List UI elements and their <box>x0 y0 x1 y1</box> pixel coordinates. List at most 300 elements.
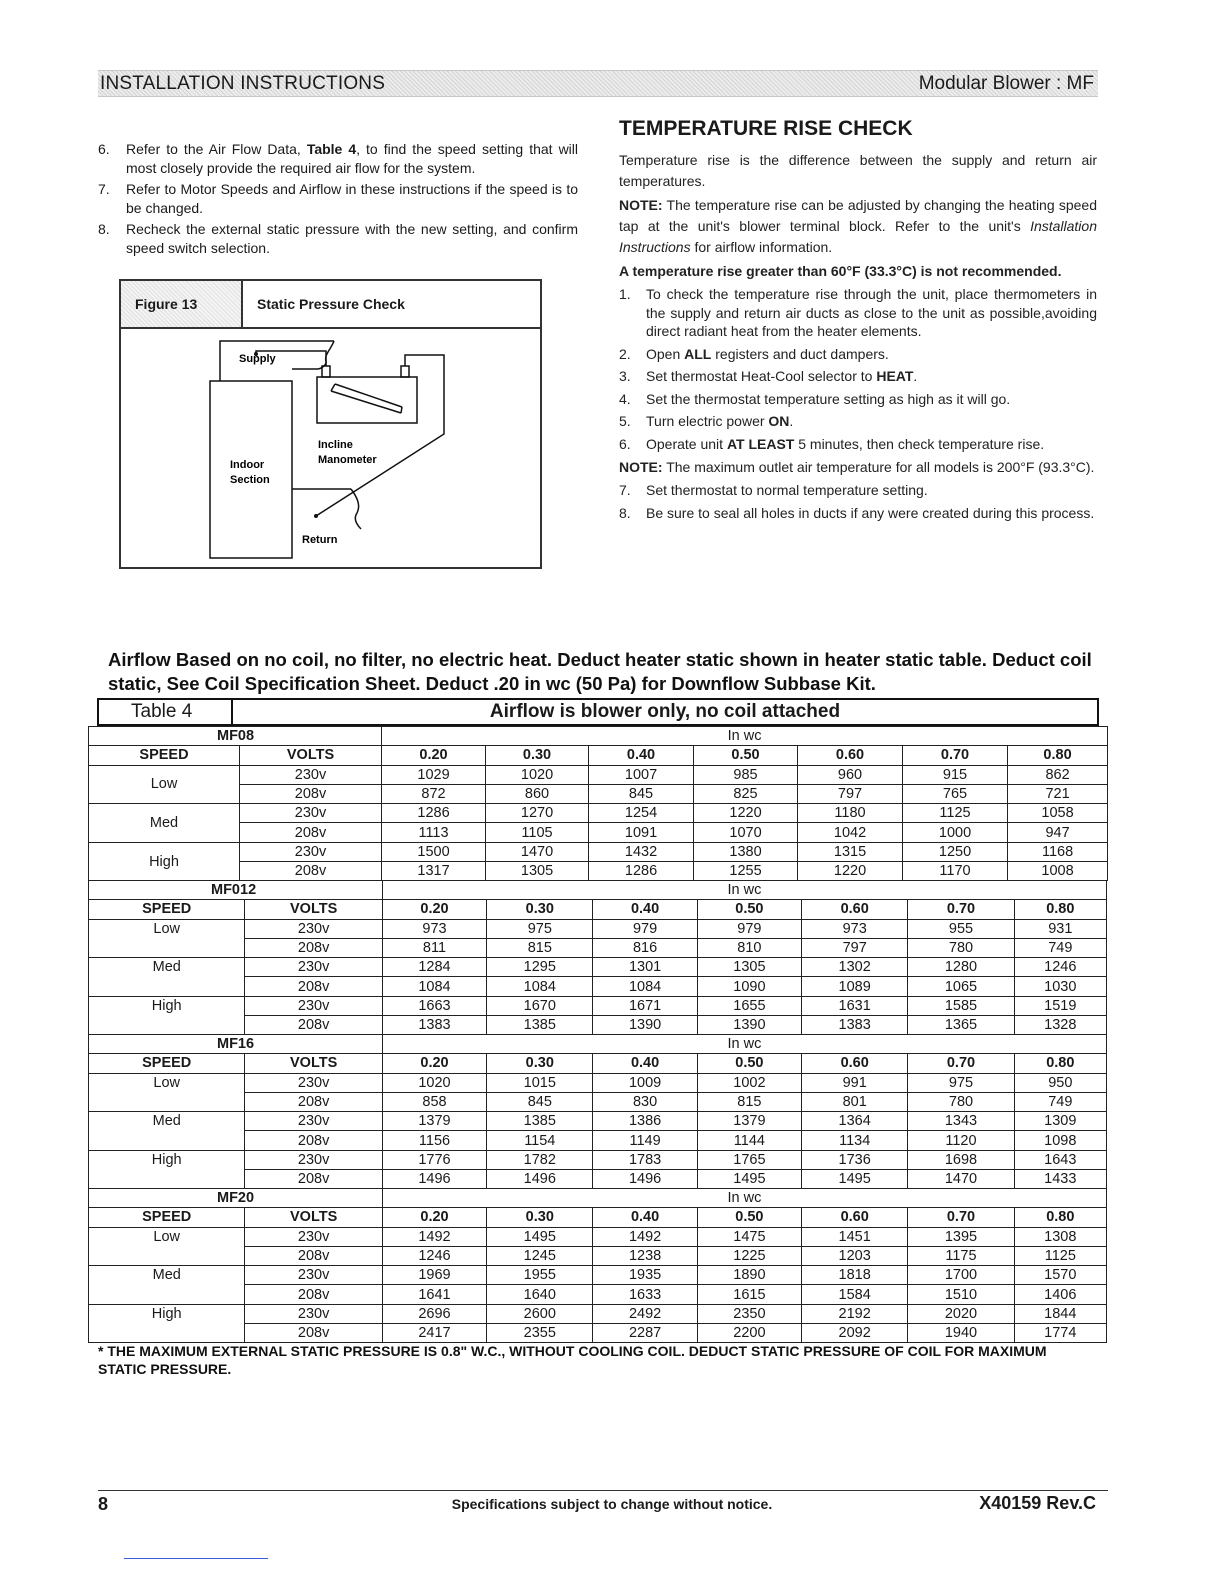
inwc-cell: In wc <box>382 881 1106 900</box>
airflow-value-cell: 860 <box>486 784 589 803</box>
table-row <box>89 842 1108 861</box>
airflow-value-cell: 2492 <box>593 1304 697 1323</box>
note-max-temp: NOTE: The maximum outlet air temperature for all models is 200°F (93.3°C). <box>619 459 1095 475</box>
airflow-value-cell: 1940 <box>908 1324 1014 1343</box>
speed-cell: High <box>89 1150 245 1189</box>
indoor-label: Indoor <box>230 459 265 471</box>
airflow-value-cell: 1385 <box>487 1112 593 1131</box>
airflow-value-cell: 1492 <box>593 1227 697 1246</box>
airflow-value-cell: 1500 <box>382 842 486 861</box>
speed-cell: High <box>89 996 245 1035</box>
table-row <box>89 1227 1107 1246</box>
list-item: 1. To check the temperature rise through the unit, place thermometers in the supply and return air ducts as close to the unit as possible,avoiding direct radiant heat from the heater elements. <box>619 286 1097 339</box>
table-row <box>89 727 1108 746</box>
airflow-value-cell: 815 <box>697 1092 801 1111</box>
airflow-value-cell: 1007 <box>589 765 694 784</box>
airflow-value-cell: 1585 <box>908 996 1014 1015</box>
table-row <box>89 958 1107 977</box>
incline-label: Incline <box>318 439 353 451</box>
airflow-value-cell: 1154 <box>487 1131 593 1150</box>
airflow-value-cell: 955 <box>908 919 1014 938</box>
airflow-value-cell: 1364 <box>802 1112 908 1131</box>
pressure-header: 0.60 <box>802 1054 908 1073</box>
pressure-header: 0.70 <box>908 1208 1014 1227</box>
header-title: INSTALLATION INSTRUCTIONS <box>100 73 386 94</box>
airflow-value-cell: 2092 <box>802 1324 908 1343</box>
table-label: Table 4 <box>99 700 233 724</box>
airflow-value-cell: 1084 <box>382 977 486 996</box>
speed-cell: Med <box>89 804 240 843</box>
pressure-header: 0.60 <box>802 900 908 919</box>
airflow-value-cell: 1302 <box>802 958 908 977</box>
table-row <box>89 784 1108 803</box>
airflow-value-cell: 1084 <box>487 977 593 996</box>
table-header <box>97 698 1099 726</box>
airflow-value-cell: 1365 <box>908 1016 1014 1035</box>
airflow-value-cell: 2192 <box>802 1304 908 1323</box>
airflow-value-cell: 1246 <box>1014 958 1106 977</box>
airflow-value-cell: 1301 <box>593 958 697 977</box>
airflow-value-cell: 1496 <box>487 1170 593 1189</box>
table-header-row <box>89 1054 1107 1073</box>
volts-cell: 208v <box>240 784 382 803</box>
airflow-value-cell: 1818 <box>802 1266 908 1285</box>
airflow-value-cell: 1009 <box>593 1073 697 1092</box>
table-row <box>89 823 1108 842</box>
airflow-value-cell: 1255 <box>694 862 798 881</box>
list-item: 7. Refer to Motor Speeds and Airflow in these instructions if the speed is to be changed. <box>98 181 578 216</box>
airflow-value-cell: 1175 <box>908 1246 1014 1265</box>
list-item: 6. Refer to the Air Flow Data, Table 4, to find the speed setting that will most closely provide the required air flow for the system. <box>98 141 579 176</box>
pressure-header: 0.60 <box>798 746 903 765</box>
section-heading: TEMPERATURE RISE CHECK <box>619 117 913 140</box>
header-product: Modular Blower : MF <box>918 73 1094 94</box>
pressure-header: 0.70 <box>903 746 1008 765</box>
volts-cell: 230v <box>245 1227 382 1246</box>
airflow-value-cell: 915 <box>903 765 1008 784</box>
table-row <box>89 804 1108 823</box>
speed-cell: Low <box>89 1227 245 1266</box>
airflow-value-cell: 1245 <box>487 1246 593 1265</box>
pressure-header: 0.30 <box>486 746 589 765</box>
airflow-value-cell: 950 <box>1014 1073 1106 1092</box>
airflow-value-cell: 1955 <box>487 1266 593 1285</box>
figure-header <box>121 281 540 329</box>
airflow-value-cell: 872 <box>382 784 486 803</box>
steps-list <box>619 285 1097 453</box>
table-row <box>89 1073 1107 1092</box>
airflow-value-cell: 1386 <box>593 1112 697 1131</box>
pressure-header: 0.70 <box>908 1054 1014 1073</box>
airflow-value-cell: 1383 <box>382 1016 486 1035</box>
airflow-value-cell: 1156 <box>382 1131 486 1150</box>
speed-cell: Med <box>89 1112 245 1151</box>
model-name-cell: MF08 <box>89 727 382 746</box>
airflow-value-cell: 1395 <box>908 1227 1014 1246</box>
speed-cell: High <box>89 842 240 881</box>
airflow-value-cell: 979 <box>593 919 697 938</box>
list-item: 4. Set the thermostat temperature setting as high as it will go. <box>619 390 1011 407</box>
volts-cell: 208v <box>245 1285 382 1304</box>
inwc-cell: In wc <box>382 727 1108 746</box>
pressure-header: 0.80 <box>1014 900 1106 919</box>
airflow-value-cell: 1084 <box>593 977 697 996</box>
airflow-value-cell: 1495 <box>802 1170 908 1189</box>
page-number: 8 <box>98 1494 109 1514</box>
airflow-value-cell: 1774 <box>1014 1324 1106 1343</box>
volts-header: VOLTS <box>240 746 382 765</box>
return-label: Return <box>302 534 338 546</box>
figure-title: Static Pressure Check <box>257 296 405 312</box>
table-row <box>89 1035 1107 1054</box>
airflow-value-cell: 1144 <box>697 1131 801 1150</box>
warning-paragraph: A temperature rise greater than 60°F (33.3°C) is not recommended. <box>619 263 1062 279</box>
temperature-rise-section <box>619 116 1097 526</box>
airflow-value-cell: 1042 <box>798 823 903 842</box>
airflow-value-cell: 1286 <box>589 862 694 881</box>
airflow-value-cell: 810 <box>697 938 801 957</box>
volts-cell: 208v <box>245 1170 382 1189</box>
speed-cell: Low <box>89 765 240 804</box>
pressure-header: 0.40 <box>593 1054 697 1073</box>
table-row <box>89 1150 1107 1169</box>
volts-cell: 208v <box>245 1092 382 1111</box>
note-paragraph: NOTE: The temperature rise can be adjusted by changing the heating speed tap at the unit's blower terminal block. Refer to the unit's Installation Instructions for airflow information. <box>619 197 1097 255</box>
volts-cell: 208v <box>245 1246 382 1265</box>
airflow-value-cell: 1008 <box>1008 862 1108 881</box>
airflow-value-cell: 780 <box>908 938 1014 957</box>
airflow-value-cell: 1432 <box>589 842 694 861</box>
static-pressure-diagram <box>121 329 540 567</box>
airflow-value-cell: 1890 <box>697 1266 801 1285</box>
airflow-value-cell: 1783 <box>593 1150 697 1169</box>
steps-list-continued <box>619 481 1097 522</box>
airflow-value-cell: 2696 <box>382 1304 486 1323</box>
airflow-value-cell: 1496 <box>382 1170 486 1189</box>
airflow-value-cell: 1170 <box>903 862 1008 881</box>
airflow-value-cell: 1584 <box>802 1285 908 1304</box>
volts-cell: 208v <box>245 1016 382 1035</box>
airflow-value-cell: 1698 <box>908 1150 1014 1169</box>
volts-cell: 230v <box>245 1150 382 1169</box>
speed-header: SPEED <box>89 1054 245 1073</box>
airflow-value-cell: 947 <box>1008 823 1108 842</box>
volts-cell: 230v <box>245 1304 382 1323</box>
airflow-value-cell: 1470 <box>908 1170 1014 1189</box>
volts-cell: 230v <box>245 958 382 977</box>
pressure-header: 0.30 <box>487 900 593 919</box>
airflow-value-cell: 1671 <box>593 996 697 1015</box>
airflow-value-cell: 1284 <box>382 958 486 977</box>
airflow-value-cell: 1280 <box>908 958 1014 977</box>
airflow-value-cell: 1570 <box>1014 1266 1106 1285</box>
airflow-value-cell: 1309 <box>1014 1112 1106 1131</box>
airflow-note: Airflow Based on no coil, no filter, no electric heat. Deduct heater static shown in heater static table. Deduct coil static, See Coil Specification Sheet. Deduct .20 in wc (50 Pa) for Downflow Subbase Kit. <box>108 649 1092 694</box>
airflow-value-cell: 1328 <box>1014 1016 1106 1035</box>
left-steps <box>98 140 578 260</box>
airflow-value-cell: 1030 <box>1014 977 1106 996</box>
pressure-header: 0.80 <box>1014 1208 1106 1227</box>
table-row <box>89 765 1108 784</box>
airflow-value-cell: 780 <box>908 1092 1014 1111</box>
document-id: X40159 Rev.C <box>979 1493 1096 1513</box>
footer-disclaimer: Specifications subject to change without notice. <box>451 1496 773 1512</box>
airflow-value-cell: 1519 <box>1014 996 1106 1015</box>
airflow-value-cell: 1495 <box>487 1227 593 1246</box>
figure-static-pressure <box>119 279 542 569</box>
model-name-cell: MF16 <box>89 1035 383 1054</box>
airflow-value-cell: 1615 <box>697 1285 801 1304</box>
list-item: 2. Open ALL registers and duct dampers. <box>619 345 889 362</box>
airflow-value-cell: 1765 <box>697 1150 801 1169</box>
table-row <box>89 1304 1107 1323</box>
airflow-value-cell: 1250 <box>903 842 1008 861</box>
airflow-value-cell: 1203 <box>802 1246 908 1265</box>
pressure-header: 0.20 <box>382 900 486 919</box>
airflow-value-cell: 1640 <box>487 1285 593 1304</box>
pressure-header: 0.20 <box>382 746 486 765</box>
airflow-value-cell: 1663 <box>382 996 486 1015</box>
airflow-value-cell: 749 <box>1014 938 1106 957</box>
pressure-header: 0.30 <box>487 1054 593 1073</box>
airflow-value-cell: 1220 <box>798 862 903 881</box>
airflow-value-cell: 1098 <box>1014 1131 1106 1150</box>
airflow-value-cell: 765 <box>903 784 1008 803</box>
pressure-header: 0.60 <box>802 1208 908 1227</box>
airflow-value-cell: 1641 <box>382 1285 486 1304</box>
airflow-value-cell: 1782 <box>487 1150 593 1169</box>
airflow-value-cell: 811 <box>382 938 486 957</box>
intro-paragraph: Temperature rise is the difference between the supply and return air temperatures. <box>619 152 1097 189</box>
airflow-value-cell: 1379 <box>382 1112 486 1131</box>
airflow-value-cell: 1238 <box>593 1246 697 1265</box>
airflow-value-cell: 1451 <box>802 1227 908 1246</box>
airflow-value-cell: 2350 <box>697 1304 801 1323</box>
airflow-value-cell: 2287 <box>593 1324 697 1343</box>
manometer-shape <box>317 377 417 423</box>
airflow-value-cell: 991 <box>802 1073 908 1092</box>
table-row <box>89 1189 1107 1208</box>
pressure-header: 0.80 <box>1014 1054 1106 1073</box>
volts-cell: 208v <box>245 938 382 957</box>
airflow-value-cell: 1496 <box>593 1170 697 1189</box>
airflow-table-mf012 <box>88 880 1107 1035</box>
pressure-header: 0.20 <box>382 1054 486 1073</box>
airflow-value-cell: 1475 <box>697 1227 801 1246</box>
table-header-row <box>89 1208 1107 1227</box>
volts-cell: 230v <box>240 765 382 784</box>
airflow-value-cell: 1254 <box>589 804 694 823</box>
airflow-value-cell: 1379 <box>697 1112 801 1131</box>
table-row <box>89 881 1107 900</box>
volts-cell: 208v <box>240 823 382 842</box>
airflow-value-cell: 1736 <box>802 1150 908 1169</box>
airflow-value-cell: 960 <box>798 765 903 784</box>
speed-header: SPEED <box>89 746 240 765</box>
airflow-value-cell: 1180 <box>798 804 903 823</box>
list-item: 8. Be sure to seal all holes in ducts if any were created during this process. <box>619 504 1095 521</box>
airflow-value-cell: 975 <box>487 919 593 938</box>
speed-cell: Low <box>89 919 245 958</box>
airflow-value-cell: 1670 <box>487 996 593 1015</box>
airflow-value-cell: 801 <box>802 1092 908 1111</box>
airflow-value-cell: 1091 <box>589 823 694 842</box>
section-label: Section <box>230 474 270 486</box>
airflow-table-mf20 <box>88 1188 1107 1343</box>
airflow-value-cell: 1385 <box>487 1016 593 1035</box>
airflow-value-cell: 979 <box>697 919 801 938</box>
airflow-value-cell: 1433 <box>1014 1170 1106 1189</box>
volts-header: VOLTS <box>245 1208 382 1227</box>
airflow-value-cell: 1390 <box>593 1016 697 1035</box>
volts-cell: 208v <box>240 862 382 881</box>
airflow-value-cell: 1020 <box>382 1073 486 1092</box>
airflow-value-cell: 2417 <box>382 1324 486 1343</box>
inwc-cell: In wc <box>382 1189 1106 1208</box>
airflow-value-cell: 797 <box>802 938 908 957</box>
table-header-row <box>89 746 1108 765</box>
pressure-header: 0.70 <box>908 900 1014 919</box>
list-item: 6. Operate unit AT LEAST 5 minutes, then check temperature rise. <box>619 435 1045 452</box>
airflow-value-cell: 858 <box>382 1092 486 1111</box>
model-name-cell: MF20 <box>89 1189 383 1208</box>
table-header-row <box>89 900 1107 919</box>
airflow-value-cell: 1015 <box>487 1073 593 1092</box>
airflow-value-cell: 1470 <box>486 842 589 861</box>
airflow-value-cell: 1492 <box>382 1227 486 1246</box>
airflow-value-cell: 1246 <box>382 1246 486 1265</box>
speed-cell: High <box>89 1304 245 1343</box>
model-name-cell: MF012 <box>89 881 383 900</box>
airflow-value-cell: 1070 <box>694 823 798 842</box>
airflow-value-cell: 830 <box>593 1092 697 1111</box>
airflow-value-cell: 1643 <box>1014 1150 1106 1169</box>
table-title: Airflow is blower only, no coil attached <box>489 701 841 722</box>
volts-cell: 208v <box>245 977 382 996</box>
airflow-value-cell: 1305 <box>486 862 589 881</box>
airflow-value-cell: 1168 <box>1008 842 1108 861</box>
airflow-value-cell: 749 <box>1014 1092 1106 1111</box>
volts-cell: 230v <box>245 1112 382 1131</box>
airflow-value-cell: 797 <box>798 784 903 803</box>
airflow-value-cell: 1510 <box>908 1285 1014 1304</box>
airflow-value-cell: 975 <box>908 1073 1014 1092</box>
speed-header: SPEED <box>89 1208 245 1227</box>
volts-cell: 230v <box>245 919 382 938</box>
footer-divider <box>98 1490 1108 1491</box>
airflow-value-cell: 1305 <box>697 958 801 977</box>
airflow-value-cell: 1270 <box>486 804 589 823</box>
list-item: 8. Recheck the external static pressure with the new setting, and confirm speed switch selection. <box>98 221 578 256</box>
airflow-value-cell: 1134 <box>802 1131 908 1150</box>
list-item: 7. Set thermostat to normal temperature setting. <box>619 482 928 498</box>
airflow-value-cell: 1844 <box>1014 1304 1106 1323</box>
airflow-value-cell: 1315 <box>798 842 903 861</box>
airflow-value-cell: 1058 <box>1008 804 1108 823</box>
airflow-value-cell: 1776 <box>382 1150 486 1169</box>
table-row <box>89 919 1107 938</box>
pressure-header: 0.50 <box>697 1054 801 1073</box>
airflow-value-cell: 2355 <box>487 1324 593 1343</box>
manometer-label: Manometer <box>318 454 377 466</box>
airflow-value-cell: 1308 <box>1014 1227 1106 1246</box>
airflow-value-cell: 1000 <box>903 823 1008 842</box>
airflow-value-cell: 1113 <box>382 823 486 842</box>
pressure-header: 0.40 <box>589 746 694 765</box>
airflow-value-cell: 1383 <box>802 1016 908 1035</box>
volts-cell: 230v <box>240 842 382 861</box>
airflow-value-cell: 973 <box>382 919 486 938</box>
airflow-value-cell: 1700 <box>908 1266 1014 1285</box>
table-row <box>89 996 1107 1015</box>
inwc-cell: In wc <box>382 1035 1106 1054</box>
table-row <box>89 1266 1107 1285</box>
airflow-value-cell: 1149 <box>593 1131 697 1150</box>
speed-cell: Med <box>89 1266 245 1305</box>
airflow-value-cell: 816 <box>593 938 697 957</box>
airflow-value-cell: 815 <box>487 938 593 957</box>
speed-header: SPEED <box>89 900 245 919</box>
airflow-value-cell: 1406 <box>1014 1285 1106 1304</box>
airflow-value-cell: 2200 <box>697 1324 801 1343</box>
airflow-value-cell: 1125 <box>903 804 1008 823</box>
airflow-value-cell: 1225 <box>697 1246 801 1265</box>
volts-cell: 208v <box>245 1131 382 1150</box>
airflow-table-mf16 <box>88 1034 1107 1189</box>
figure-label: Figure 13 <box>121 281 243 327</box>
volts-cell: 230v <box>245 996 382 1015</box>
airflow-value-cell: 1089 <box>802 977 908 996</box>
airflow-value-cell: 1969 <box>382 1266 486 1285</box>
table-row <box>89 1112 1107 1131</box>
airflow-value-cell: 985 <box>694 765 798 784</box>
airflow-value-cell: 845 <box>487 1092 593 1111</box>
airflow-value-cell: 1220 <box>694 804 798 823</box>
airflow-value-cell: 973 <box>802 919 908 938</box>
volts-header: VOLTS <box>245 900 382 919</box>
airflow-value-cell: 1065 <box>908 977 1014 996</box>
airflow-table-mf08 <box>88 726 1108 881</box>
airflow-value-cell: 1343 <box>908 1112 1014 1131</box>
volts-cell: 230v <box>245 1073 382 1092</box>
list-item: 5. Turn electric power ON. <box>619 413 794 429</box>
pressure-header: 0.40 <box>593 1208 697 1227</box>
speed-cell: Low <box>89 1073 245 1112</box>
pressure-header: 0.50 <box>694 746 798 765</box>
list-item: 3. Set thermostat Heat-Cool selector to HEAT. <box>619 368 918 384</box>
pressure-header: 0.50 <box>697 900 801 919</box>
airflow-value-cell: 825 <box>694 784 798 803</box>
volts-cell: 208v <box>245 1324 382 1343</box>
pressure-header: 0.20 <box>382 1208 486 1227</box>
supply-label: Supply <box>239 353 276 365</box>
airflow-value-cell: 2020 <box>908 1304 1014 1323</box>
pressure-header: 0.40 <box>593 900 697 919</box>
airflow-value-cell: 1295 <box>487 958 593 977</box>
pressure-header: 0.50 <box>697 1208 801 1227</box>
volts-header: VOLTS <box>245 1054 382 1073</box>
airflow-value-cell: 845 <box>589 784 694 803</box>
pressure-header: 0.30 <box>487 1208 593 1227</box>
pressure-header: 0.80 <box>1008 746 1108 765</box>
airflow-value-cell: 1633 <box>593 1285 697 1304</box>
airflow-value-cell: 1090 <box>697 977 801 996</box>
page-header <box>98 70 1098 97</box>
decorative-line <box>124 1558 268 1559</box>
speed-cell: Med <box>89 958 245 997</box>
airflow-value-cell: 1020 <box>486 765 589 784</box>
airflow-value-cell: 1380 <box>694 842 798 861</box>
